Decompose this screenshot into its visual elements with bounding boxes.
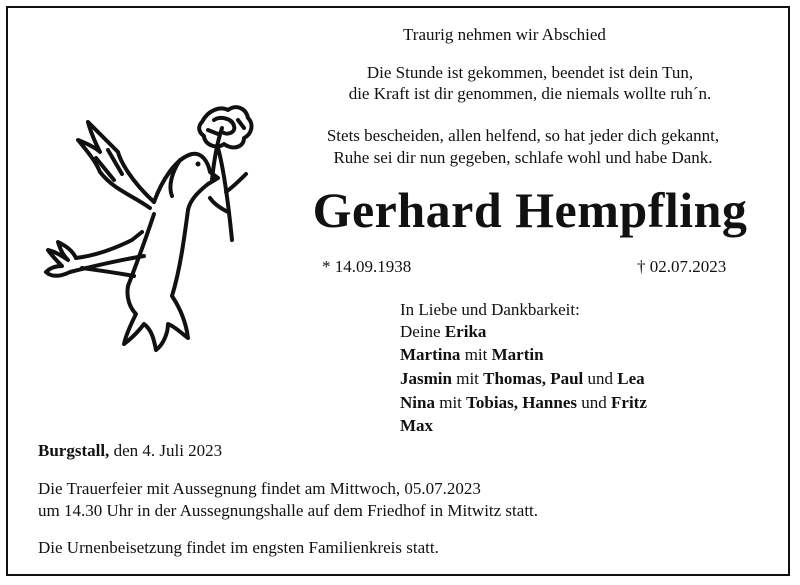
poem-line-1: Die Stunde ist gekommen, beendet ist dein Tun, [366,63,694,82]
place: Burgstall, [38,441,110,460]
connector-mit: mit [464,345,488,364]
mourner-martina: Martina [400,345,461,364]
service-line-2: um 14.30 Uhr in der Aussegnungshalle auf dem Friedhof in Mitwitz statt. [38,501,539,520]
death-date: † 02.07.2023 [637,257,727,276]
mourners-intro: In Liebe und Dankbarkeit: [400,300,580,319]
poem-line-2: die Kraft ist dir genommen, die niemals wollte ruh´n. [348,84,712,103]
mourner-line-1 [400,322,486,342]
connector-mit: mit [456,369,479,388]
service-line-1: Die Trauerfeier mit Aussegnung findet am Mittwoch, 05.07.2023 [38,479,481,498]
mourner-line-1-prefix: Deine [400,322,441,341]
poem-line-4: Ruhe sei dir nun gegeben, schlafe wohl und habe Dank. [333,148,713,167]
dove-with-rose-icon [22,100,262,365]
connector-mit: mit [439,393,462,412]
mourner-fritz: Fritz [611,393,647,412]
mourner-line-3 [400,369,645,389]
connector-und: und [581,393,607,412]
mourner-lea: Lea [617,369,645,388]
mourner-max: Max [400,416,434,435]
mourner-tobias-hannes: Tobias, Hannes [466,393,578,412]
deceased-name: Gerhard Hempfling [312,182,748,238]
burial-note: Die Urnenbeisetzung findet im engsten Familienkreis statt. [38,538,439,557]
mourner-nina: Nina [400,393,435,412]
date: den 4. Juli 2023 [113,441,223,460]
connector-und: und [587,369,614,388]
mourner-thomas-paul: Thomas, Paul [483,369,584,388]
mourner-martin: Martin [491,345,544,364]
birth-date: * 14.09.1938 [322,257,412,276]
mourner-line-4 [400,393,647,413]
mourner-jasmin: Jasmin [400,369,452,388]
heading: Traurig nehmen wir Abschied [403,25,606,44]
poem-line-3: Stets bescheiden, allen helfend, so hat jeder dich gekannt, [326,126,720,145]
mourner-line-2 [400,345,544,365]
mourner-erika: Erika [444,322,487,341]
mourner-line-5 [400,416,433,436]
place-date [38,441,222,461]
